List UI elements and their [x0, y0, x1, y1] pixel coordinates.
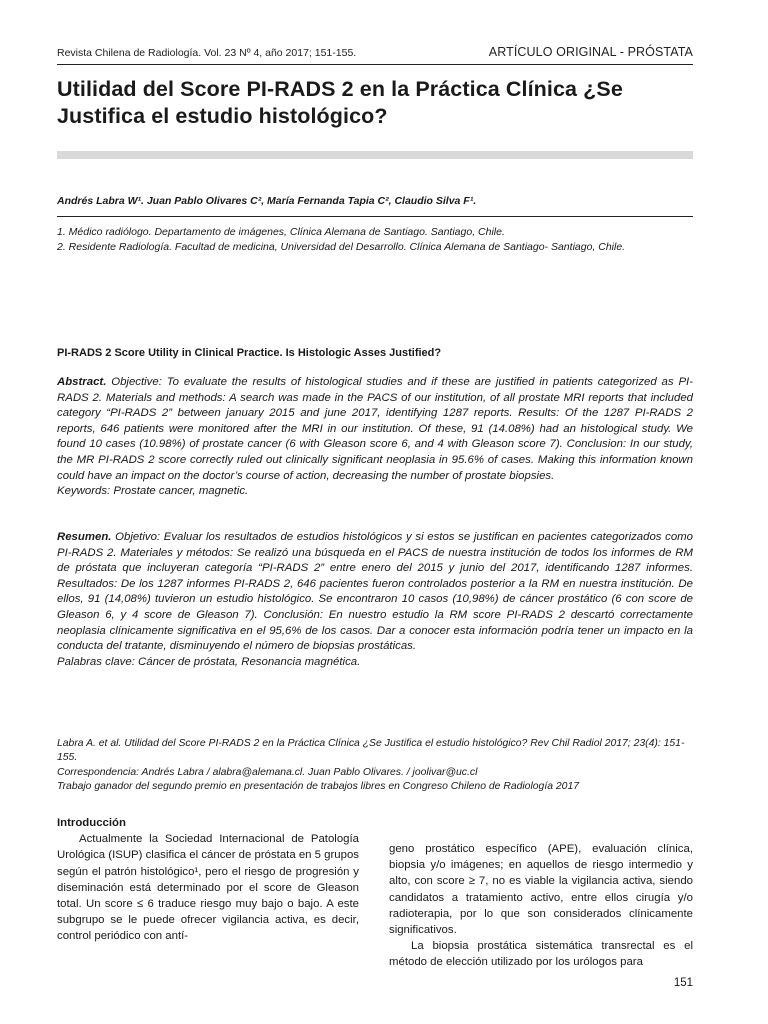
body-column-1	[57, 815, 359, 945]
resumen-block	[57, 530, 693, 670]
affiliations	[57, 225, 707, 255]
citation-reference: Labra A. et al. Utilidad del Score PI-RADS 2 en la Práctica Clínica ¿Se Justifica el estudio histológico? Rev Chil Radiol 2017; 23(4): 151-155.	[57, 738, 685, 764]
page-number: 151	[673, 977, 693, 989]
citation-block	[57, 737, 697, 794]
affiliation-2: 2. Residente Radiología. Facultad de medicina, Universidad del Desarrollo. Clínica Alemana de Santiago- Santiago, Chile.	[57, 241, 626, 253]
article-section-label: ARTÍCULO ORIGINAL - PRÓSTATA	[488, 45, 693, 59]
body-column-2	[389, 841, 693, 971]
authors-rule	[57, 216, 693, 217]
intro-heading: Introducción	[57, 817, 126, 829]
correspondence: Correspondencia: Andrés Labra / alabra@alemana.cl. Juan Pablo Olivares. / joolivar@uc.cl	[57, 766, 478, 778]
author-list: Andrés Labra W¹. Juan Pablo Olivares C², María Fernanda Tapia C², Claudio Silva F¹.	[57, 195, 477, 207]
intro-paragraph-1-cont: geno prostático específico (APE), evaluación clínica, biopsia y/o imágenes; en aquellos de riesgo intermedio y alto, con score ≥ 7, no es viable la vigilancia activa, siendo candidatos a tratamiento activo, entre ellos cirugía y/o radioterapia, por lo que son considerados clínicamente significativos.	[389, 843, 693, 937]
english-title: PI-RADS 2 Score Utility in Clinical Practice. Is Histologic Asses Justified?	[57, 347, 442, 359]
title-line-2: Justifica el estudio histológico?	[57, 104, 388, 128]
journal-reference: Revista Chilena de Radiología. Vol. 23 Nº 4, año 2017; 151-155.	[57, 47, 357, 59]
title-line-1: Utilidad del Score PI-RADS 2 en la Práctica Clínica ¿Se	[57, 77, 623, 101]
header-rule	[57, 64, 693, 65]
affiliation-1: 1. Médico radiólogo. Departamento de imágenes, Clínica Alemana de Santiago. Santiago, Chile.	[57, 226, 505, 238]
abstract-block	[57, 375, 693, 500]
article-title	[57, 76, 707, 130]
title-divider-bar	[57, 151, 693, 159]
resumen-keywords: Palabras clave: Cáncer de próstata, Resonancia magnética.	[57, 655, 361, 668]
intro-paragraph-1: Actualmente la Sociedad Internacional de Patología Urológica (ISUP) clasifica el cáncer de próstata en 5 grupos según el patrón histológico¹, pero el riesgo de progresión y diseminación está determinado por el score de Gleason total. Un score ≤ 6 traduce riesgo muy bajo o bajo. A este subgrupo se le puede ofrecer vigilancia activa, es decir, control periódico con antí-	[57, 833, 359, 943]
abstract-text: Objective: To evaluate the results of histological studies and if these are justified in patients categorized as PI-RADS 2. Materials and methods: A search was made in the PACS of our institution, of all prostate MRI reports that included category “PI-RADS 2” between january 2015 and june 2017, identifying 1287 reports. Results: Of the 1287 PI-RADS 2 reports, 646 patients were monitored after the MRI in our institution. Of these, 91 (14.08%) had an histological study. We found 10 cases (10.98%) of prostate cancer (6 with Gleason score 6, and 4 with Gleason score 7). Conclusion: In our study, the MR PI-RADS 2 score correctly ruled out clinically significant neoplasia in 95.6% of cases. Making this information known could have an impact on the doctor’s course of action, decreasing the number of prostate biopsies.	[57, 376, 693, 482]
resumen-text: Objetivo: Evaluar los resultados de estudios histológicos y si estos se justifican en pacientes categorizados como PI-RADS 2. Materiales y métodos: Se realizó una búsqueda en el PACS de nuestra institución de todos los informes de RM de próstata que incluyeran categoría “PI-RADS 2” entre enero del 2015 y junio del 2017, identificando 1287 informes. Resultados: De los 1287 informes PI-RADS 2, 646 pacientes fueron controlados posterior a la RM en nuestra institución. De ellos, 91 (14,08%) tuvieron un estudio histológico. Se encontraron 10 casos (10,98%) de cáncer prostático (6 con score de Gleason 6, y 4 score de Gleason 7). Conclusión: En nuestro estudio la RM score PI-RADS 2 descartó correctamente neoplasia clínicamente significativa en el 95,6% de los casos. Dar a conocer esta información podría tener un impacto en la conducta del tratante, disminuyendo el número de biopsias prostáticas.	[57, 531, 694, 653]
abstract-label: Abstract.	[57, 376, 107, 388]
award-note: Trabajo ganador del segundo premio en presentación de trabajos libres en Congreso Chileno de Radiología 2017	[57, 780, 579, 792]
abstract-keywords: Keywords: Prostate cancer, magnetic.	[57, 485, 249, 498]
intro-paragraph-2: La biopsia prostática sistemática transrectal es el método de elección utilizado por los urólogos para	[389, 940, 693, 969]
resumen-label: Resumen.	[57, 531, 112, 543]
